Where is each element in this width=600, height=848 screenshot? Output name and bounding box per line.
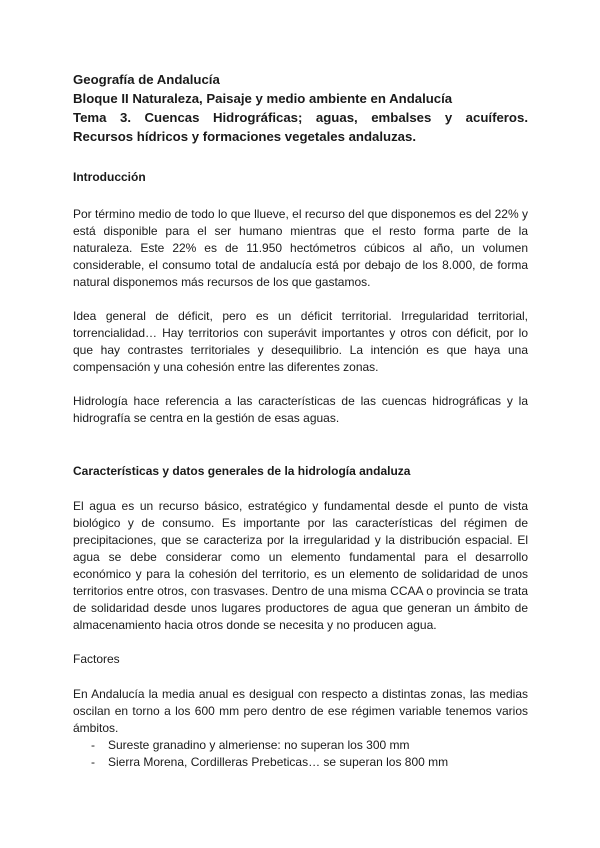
- intro-paragraph-2: Idea general de déficit, pero es un déficit territorial. Irregularidad territorial, torrencialidad… Hay territorios con superávit importantes y otros con déficit, por lo que hay contrastes territoriales y desequilibrio. La intención es que haya una compensación y una cohesión entre las diferentes zonas.: [73, 309, 528, 374]
- factores-heading: Factores: [73, 652, 120, 666]
- dash-marker: -: [91, 755, 95, 769]
- intro-heading: Introducción: [73, 170, 146, 184]
- intro-paragraph-1: Por término medio de todo lo que llueve, el recurso del que disponemos es del 22% y está disponible para el ser humano mientras que el resto forma parte de la naturaleza. Este 22% es de 11.950 hectómetros cúbicos al año, un volumen considerable, el consumo total de andalucía está por debajo de los 8.000, de forma natural disponemos más recursos de los que gastamos.: [73, 207, 528, 289]
- document-content: [73, 70, 528, 771]
- factores-paragraph: En Andalucía la media anual es desigual con respecto a distintas zonas, las medias oscilan en torno a los 600 mm pero dentro de ese régimen variable tenemos varios ámbitos.: [73, 687, 528, 735]
- block-title: Bloque II Naturaleza, Paisaje y medio ambiente en Andalucía: [73, 91, 453, 106]
- list-item-text: Sureste granadino y almeriense: no superan los 300 mm: [108, 738, 410, 752]
- list-item: [73, 754, 528, 771]
- intro-paragraph-3: Hidrología hace referencia a las características de las cuencas hidrográficas y la hidrografía se centra en la gestión de esas aguas.: [73, 394, 528, 425]
- list-item: [73, 737, 528, 754]
- topic-title-line-1: Tema 3. Cuencas Hidrográficas; aguas, embalses y acuíferos.: [73, 110, 528, 125]
- factores-list: [73, 737, 528, 771]
- list-item-text: Sierra Morena, Cordilleras Prebeticas… se superan los 800 mm: [108, 755, 449, 769]
- hydrology-paragraph: El agua es un recurso básico, estratégico y fundamental desde el punto de vista biológico y de consumo. Es importante por las características del régimen de precipitaciones, que se caracteriza por la irregularidad y la distribución espacial. El agua se debe considerar como un elemento fundamental para el desarrollo económico y para la cohesión del territorio, es un elemento de solidaridad de unos territorios entre otros, con trasvases. Dentro de una misma CCAA o provincia se trata de solidaridad desde unos lugares productores de agua que generan un ámbito de almacenamiento hacia otros donde se necesita y no producen agua.: [73, 499, 528, 632]
- topic-title-line-2: Recursos hídricos y formaciones vegetales andaluzas.: [73, 129, 417, 144]
- dash-marker: -: [91, 738, 95, 752]
- course-title: Geografía de Andalucía: [73, 72, 220, 87]
- hydrology-heading: Características y datos generales de la hidrología andaluza: [73, 464, 411, 478]
- document-header: [73, 70, 528, 146]
